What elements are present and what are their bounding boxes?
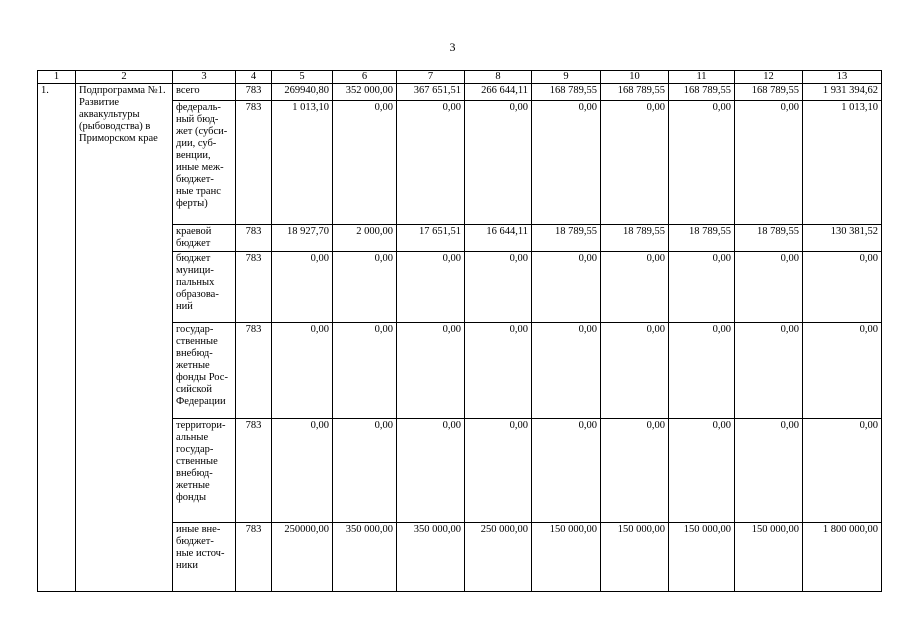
code-cell: 783 <box>236 101 272 225</box>
funding-source-line: жетные <box>176 480 210 491</box>
header-cell: 2 <box>76 71 173 84</box>
amount-cell: 18 789,55 <box>735 225 803 252</box>
amount-cell: 350 000,00 <box>333 523 397 592</box>
amount-cell: 17 651,51 <box>397 225 465 252</box>
amount-cell: 0,00 <box>272 323 333 419</box>
row-index-cell: 1. <box>38 84 76 592</box>
funding-source-line: иные вне- <box>176 524 221 535</box>
amount-cell: 0,00 <box>272 252 333 323</box>
amount-cell: 0,00 <box>333 252 397 323</box>
header-cell: 7 <box>397 71 465 84</box>
funding-source-line: государ- <box>176 324 214 335</box>
amount-cell: 2 000,00 <box>333 225 397 252</box>
funding-source-line: внебюд- <box>176 348 213 359</box>
amount-cell: 266 644,11 <box>465 84 532 101</box>
amount-cell: 0,00 <box>465 101 532 225</box>
amount-cell: 0,00 <box>735 419 803 523</box>
amount-cell: 0,00 <box>465 419 532 523</box>
amount-cell: 18 789,55 <box>532 225 601 252</box>
amount-cell: 1 013,10 <box>803 101 882 225</box>
page-number: 3 <box>449 40 456 54</box>
funding-source-line: ные источ- <box>176 548 225 559</box>
amount-cell: 18 789,55 <box>669 225 735 252</box>
amount-cell: 0,00 <box>397 252 465 323</box>
amount-cell: 0,00 <box>669 419 735 523</box>
amount-cell: 0,00 <box>272 419 333 523</box>
funding-source-cell <box>173 323 236 419</box>
funding-source-line: венции, <box>176 150 211 161</box>
code-cell: 783 <box>236 225 272 252</box>
amount-cell: 0,00 <box>601 252 669 323</box>
header-row <box>38 71 882 84</box>
program-name-cell: Подпрограмма №1. Развитие аквакультуры (рыбоводства) в Приморском крае <box>76 84 173 592</box>
funding-source-line: всего <box>176 85 200 96</box>
funding-source-line: ники <box>176 560 198 571</box>
header-cell: 13 <box>803 71 882 84</box>
funding-source-line: ный бюд- <box>176 114 219 125</box>
amount-cell: 0,00 <box>333 323 397 419</box>
funding-source-line: Федерации <box>176 396 226 407</box>
header-cell: 10 <box>601 71 669 84</box>
amount-cell: 168 789,55 <box>532 84 601 101</box>
amount-cell: 0,00 <box>333 101 397 225</box>
funding-source-cell <box>173 252 236 323</box>
header-cell: 4 <box>236 71 272 84</box>
funding-source-line: муници- <box>176 265 214 276</box>
amount-cell: 0,00 <box>532 252 601 323</box>
funding-source-line: государ- <box>176 444 214 455</box>
funding-source-line: сийской <box>176 384 212 395</box>
funding-source-line: территори- <box>176 420 226 431</box>
funding-source-cell <box>173 419 236 523</box>
amount-cell: 0,00 <box>333 419 397 523</box>
amount-cell: 0,00 <box>735 252 803 323</box>
funding-source-cell <box>173 523 236 592</box>
funding-source-line: бюджет <box>176 253 211 264</box>
funding-source-line: бюджет <box>176 238 211 249</box>
amount-cell: 350 000,00 <box>397 523 465 592</box>
funding-source-cell <box>173 84 236 101</box>
amount-cell: 0,00 <box>803 419 882 523</box>
amount-cell: 0,00 <box>803 323 882 419</box>
header-cell: 12 <box>735 71 803 84</box>
funding-source-cell <box>173 101 236 225</box>
amount-cell: 0,00 <box>532 323 601 419</box>
amount-cell: 1 800 000,00 <box>803 523 882 592</box>
amount-cell: 0,00 <box>669 252 735 323</box>
amount-cell: 0,00 <box>465 323 532 419</box>
header-cell: 6 <box>333 71 397 84</box>
funding-source-line: внебюд- <box>176 468 213 479</box>
amount-cell: 0,00 <box>397 101 465 225</box>
header-cell: 8 <box>465 71 532 84</box>
funding-source-line: бюджет- <box>176 174 214 185</box>
header-cell: 1 <box>38 71 76 84</box>
funding-source-line: иные меж- <box>176 162 224 173</box>
amount-cell: 168 789,55 <box>601 84 669 101</box>
amount-cell: 0,00 <box>803 252 882 323</box>
amount-cell: 18 927,70 <box>272 225 333 252</box>
code-cell: 783 <box>236 523 272 592</box>
funding-source-line: федераль- <box>176 102 221 113</box>
code-cell: 783 <box>236 419 272 523</box>
funding-source-line: ний <box>176 301 193 312</box>
amount-cell: 0,00 <box>735 101 803 225</box>
amount-cell: 0,00 <box>735 323 803 419</box>
funding-source-line: образова- <box>176 289 219 300</box>
funding-source-line: бюджет- <box>176 536 214 547</box>
amount-cell: 0,00 <box>397 419 465 523</box>
amount-cell: 150 000,00 <box>669 523 735 592</box>
amount-cell: 168 789,55 <box>735 84 803 101</box>
amount-cell: 0,00 <box>601 323 669 419</box>
amount-cell: 0,00 <box>601 419 669 523</box>
amount-cell: 1 931 394,62 <box>803 84 882 101</box>
amount-cell: 250000,00 <box>272 523 333 592</box>
amount-cell: 0,00 <box>465 252 532 323</box>
amount-cell: 150 000,00 <box>532 523 601 592</box>
header-cell: 9 <box>532 71 601 84</box>
header-cell: 5 <box>272 71 333 84</box>
amount-cell: 367 651,51 <box>397 84 465 101</box>
amount-cell: 0,00 <box>601 101 669 225</box>
budget-table <box>37 70 882 592</box>
funding-source-line: жет (субси- <box>176 126 228 137</box>
header-cell: 3 <box>173 71 236 84</box>
amount-cell: 1 013,10 <box>272 101 333 225</box>
funding-source-line: ные транс <box>176 186 221 197</box>
funding-source-line: альные <box>176 432 209 443</box>
funding-source-line: ственные <box>176 456 218 467</box>
funding-source-cell <box>173 225 236 252</box>
funding-source-line: ферты) <box>176 198 208 209</box>
amount-cell: 0,00 <box>532 419 601 523</box>
amount-cell: 168 789,55 <box>669 84 735 101</box>
funding-source-line: дии, суб- <box>176 138 217 149</box>
funding-source-line: фонды Рос- <box>176 372 228 383</box>
code-cell: 783 <box>236 84 272 101</box>
funding-source-line: фонды <box>176 492 207 503</box>
amount-cell: 250 000,00 <box>465 523 532 592</box>
amount-cell: 0,00 <box>669 323 735 419</box>
code-cell: 783 <box>236 252 272 323</box>
amount-cell: 18 789,55 <box>601 225 669 252</box>
funding-source-line: пальных <box>176 277 215 288</box>
amount-cell: 130 381,52 <box>803 225 882 252</box>
amount-cell: 16 644,11 <box>465 225 532 252</box>
funding-source-line: жетные <box>176 360 210 371</box>
table-row <box>38 84 882 101</box>
amount-cell: 0,00 <box>397 323 465 419</box>
amount-cell: 150 000,00 <box>601 523 669 592</box>
header-cell: 11 <box>669 71 735 84</box>
amount-cell: 352 000,00 <box>333 84 397 101</box>
amount-cell: 0,00 <box>532 101 601 225</box>
amount-cell: 0,00 <box>669 101 735 225</box>
funding-source-line: ственные <box>176 336 218 347</box>
amount-cell: 269940,80 <box>272 84 333 101</box>
funding-source-line: краевой <box>176 226 212 237</box>
code-cell: 783 <box>236 323 272 419</box>
amount-cell: 150 000,00 <box>735 523 803 592</box>
